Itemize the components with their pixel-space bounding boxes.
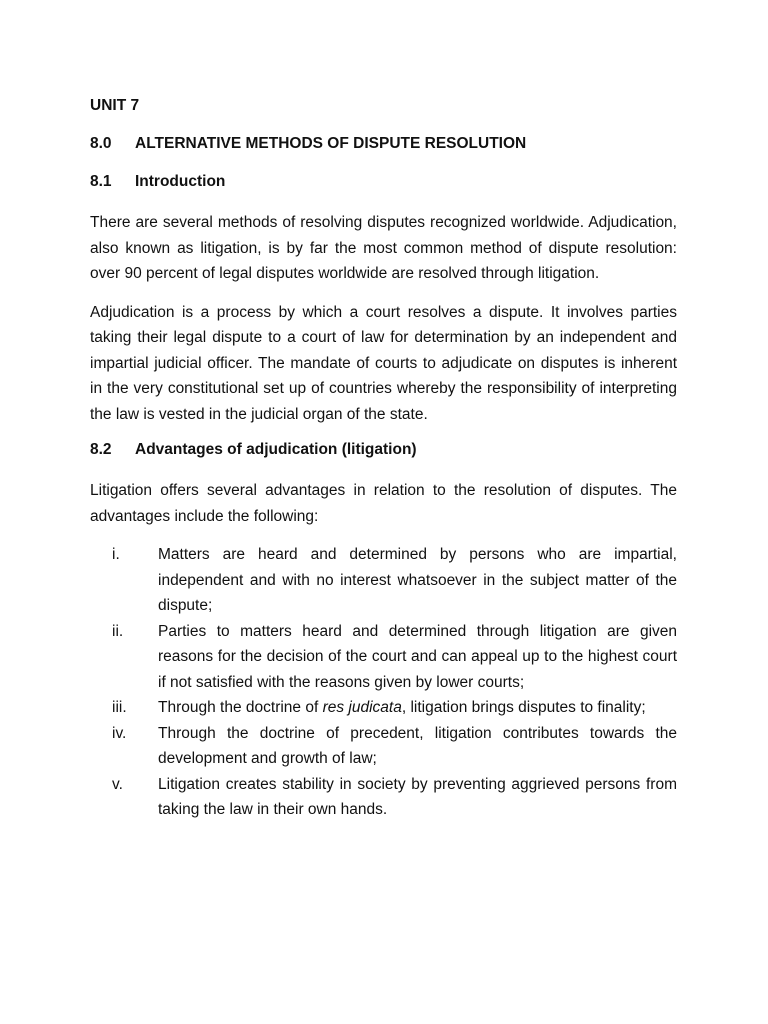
list-text-before: Through the doctrine of bbox=[158, 699, 323, 716]
advantages-list bbox=[90, 542, 677, 823]
list-marker: i. bbox=[112, 546, 120, 563]
paragraph-intro: There are several methods of resolving disputes recognized worldwide. Adjudication, also known as litigation, is by far the most common method of dispute resolution: over 90 percent of legal disputes worldwide are resolved through litigation. bbox=[90, 214, 677, 282]
section-title: Advantages of adjudication (litigation) bbox=[135, 441, 417, 458]
section-heading-8-0 bbox=[90, 134, 677, 154]
unit-title: UNIT 7 bbox=[90, 97, 140, 114]
list-item bbox=[90, 542, 677, 619]
list-item bbox=[90, 721, 677, 772]
document-page bbox=[90, 96, 677, 823]
list-text-italic: res judicata bbox=[322, 699, 402, 716]
section-number: 8.0 bbox=[90, 135, 112, 152]
section-heading-8-1 bbox=[90, 172, 677, 192]
list-marker: iv. bbox=[112, 724, 127, 742]
section-heading-8-2 bbox=[90, 440, 677, 460]
list-item bbox=[90, 772, 677, 823]
list-item-text: Through the doctrine of precedent, litigation contributes towards the development and growth of law; bbox=[158, 724, 677, 767]
list-text-after: , litigation brings disputes to finality; bbox=[401, 699, 646, 716]
section-title: ALTERNATIVE METHODS OF DISPUTE RESOLUTION bbox=[135, 135, 527, 152]
list-item-text: Parties to matters heard and determined through litigation are given reasons for the decision of the court and can appeal up to the highest court if not satisfied with the reasons given by lower courts; bbox=[158, 622, 677, 691]
list-item bbox=[90, 695, 677, 721]
list-item-text: Matters are heard and determined by persons who are impartial, independent and with no interest whatsoever in the subject matter of the dispute; bbox=[158, 546, 677, 614]
section-number: 8.2 bbox=[90, 441, 112, 458]
list-item-text bbox=[158, 695, 677, 721]
section-title: Introduction bbox=[135, 173, 226, 190]
list-marker: iii. bbox=[112, 699, 127, 716]
list-marker: ii. bbox=[112, 622, 124, 640]
list-item bbox=[90, 619, 677, 696]
list-item-text: Litigation creates stability in society by preventing aggrieved persons from taking the law in their own hands. bbox=[158, 775, 677, 818]
paragraph-adjudication: Adjudication is a process by which a court resolves a dispute. It involves parties taking their legal dispute to a court of law for determination by an independent and impartial judicial officer. The mandate of courts to adjudicate on disputes is inherent in the very constitutional set up of countries whereby the responsibility of interpreting the law is vested in the judicial organ of the state. bbox=[90, 303, 677, 423]
list-marker: v. bbox=[112, 775, 123, 793]
section-number: 8.1 bbox=[90, 173, 112, 190]
paragraph-advantages: Litigation offers several advantages in relation to the resolution of disputes. The advantages include the following: bbox=[90, 482, 677, 525]
